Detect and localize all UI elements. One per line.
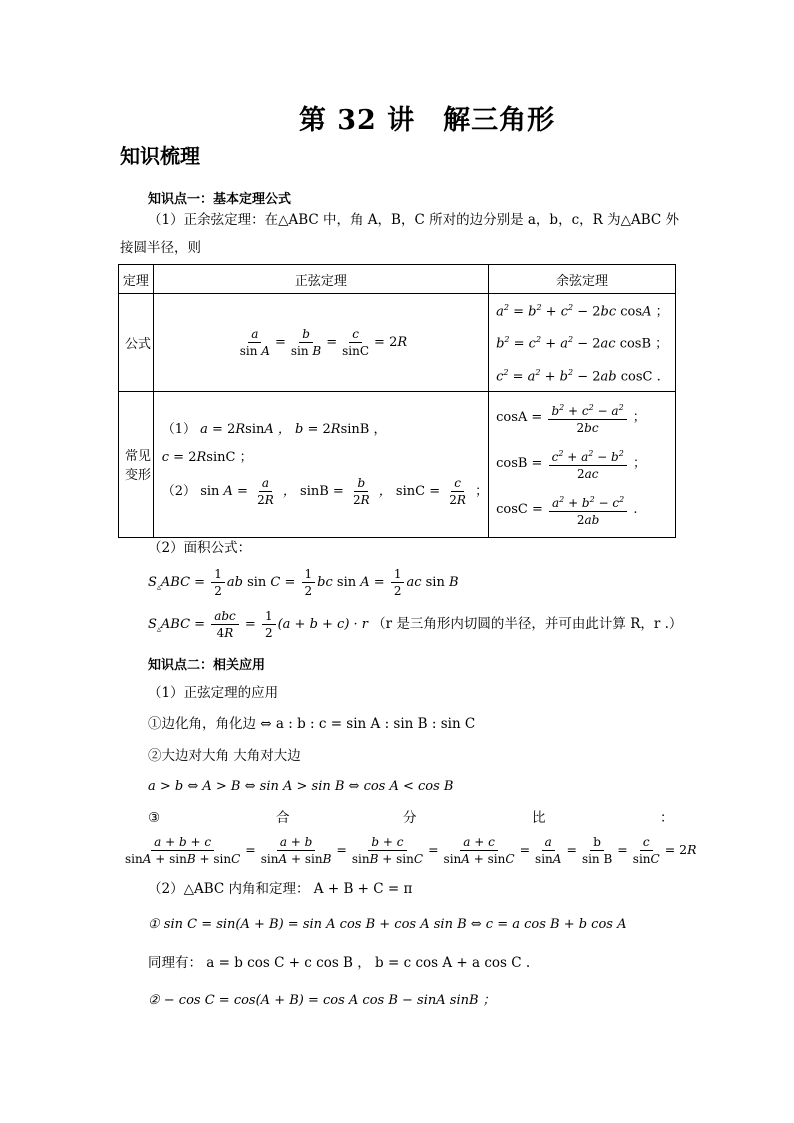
cos-variant-c: cosC = $\frac{a^2 + b^2 - c^2}{2ab}$ . xyxy=(496,487,675,533)
knowledge-point-2: 知识点二：相关应用 xyxy=(148,658,266,673)
app-2-item-2: ② − cos C = cos(A + B) = cos A cos B − sinA sinB ； xyxy=(148,993,496,1008)
app-1-item-1: ①边化角，角化边 ⇔ a : b : c = sin A : sin B : sin C xyxy=(148,716,476,732)
app-2-item-1: ① sin C = sin(A + B) = sin A cos B + cos A sin B ⇔ c = a cos B + b cos A xyxy=(148,917,627,932)
area-note: （r 是三角形内切圆的半径，并可由此计算 R，r .） xyxy=(372,616,683,632)
cosine-law-b: $b^2 = c^2 + a^2 - 2ac$ cosB ； xyxy=(496,335,669,352)
table-header-theorem: 定理 xyxy=(119,265,154,294)
theorem-table xyxy=(118,264,676,538)
sine-variants-cell xyxy=(153,391,488,537)
item-3-char-fen: 分 xyxy=(403,810,417,826)
sine-variant-1: （1） a = 2RsinA ， b = 2RsinB ， xyxy=(161,422,387,438)
app-1-item-2: ②大边对大角 大角对大边 xyxy=(148,748,301,764)
table-header-cosine: 余弦定理 xyxy=(489,265,676,294)
app-1-heading: （1）正弦定理的应用 xyxy=(148,685,279,701)
item-3-colon: ： xyxy=(660,810,674,826)
knowledge-point-1: 知识点一：基本定理公式 xyxy=(148,192,292,207)
row-label-formula: 公式 xyxy=(119,294,154,392)
app-2-item-1b: 同理有： a = b cos C + c cos B ， b = c cos A + a cos C . xyxy=(148,955,531,971)
cosine-law-c: $c^2 = a^2 + b^2 - 2ab$ cosC . xyxy=(496,367,661,384)
sine-variant-3: （2） sin A = $\frac{a}{2R}$ ， sinB = $\frac{b}{2R}$ ， sinC = $\frac{c}{2R}$ ； xyxy=(161,476,489,508)
sine-law-formula: $\frac{a}{\text{sin A}}$ = $\frac{b}{\text{sin B}}$ = $\frac{c}{\sin C}$ = 2R xyxy=(239,326,408,358)
sine-law-cell xyxy=(153,294,488,392)
item-3-char-bi: 比 xyxy=(532,810,546,826)
area-heading: （2）面积公式： xyxy=(148,540,252,556)
item-3-mark: ③ xyxy=(148,810,161,826)
cosine-law-cell xyxy=(489,294,676,392)
cosine-variants-cell xyxy=(489,391,676,537)
section-heading: 知识梳理 xyxy=(120,144,200,168)
ratio-formula: $\frac{a + b + c}{\sin A + \sin B + \sin C}$ = $\frac{a + b}{\sin A + \sin B}$ = $\frac{b + c}{\sin B + \sin C}$ = $\frac{a + c}{\sin A + \sin C}$ = $\frac{a}{\sin A}$ = $\frac{b}{\text{sin B}}$ = $\frac{c}{\sin C}$ = 2R xyxy=(125,835,697,866)
paragraph-line-1: （1）正余弦定理：在△ABC 中，角 A，B，C 所对的边分别是 a，b，c，R 为△ABC 外 xyxy=(148,212,680,228)
app-2-heading: （2）△ABC 内角和定理： A + B + C = π xyxy=(148,881,413,897)
area-formula-1: $S_▵ABC$ = $\frac{1}{2}$ ab sin C = $\frac{1}{2}$ bc sin A = $\frac{1}{2}$ ac sin B xyxy=(148,567,459,598)
cos-variant-a: cosA = $\frac{b^2 + c^2 - a^2}{2bc}$ ； xyxy=(496,395,675,441)
sine-variant-2: c = 2RsinC ； xyxy=(161,450,253,466)
item-3-char-he: 合 xyxy=(276,810,290,826)
paragraph-line-2: 接圆半径，则 xyxy=(120,240,201,256)
table-header-sine: 正弦定理 xyxy=(153,265,488,294)
row-label-variants: 常见变形 xyxy=(119,391,154,537)
cosine-law-a: $a^2 = b^2 + c^2 - 2bc$ cosA ； xyxy=(496,303,669,320)
page-title: 第 32 讲 解三角形 xyxy=(298,105,556,136)
cos-variant-b: cosB = $\frac{c^2 + a^2 - b^2}{2ac}$ ； xyxy=(496,441,675,487)
area-formula-2: $S_▵ABC$ = $\frac{\text{abc}}{4R}$ = $\frac{1}{2}$ (a + b + c) · r （r 是三角形内切圆的半径，并可由此计算 R，r .） xyxy=(148,609,683,640)
app-1-item-2b: a > b ⇔ A > B ⇔ sin A > sin B ⇔ cos A < cos B xyxy=(148,779,454,794)
